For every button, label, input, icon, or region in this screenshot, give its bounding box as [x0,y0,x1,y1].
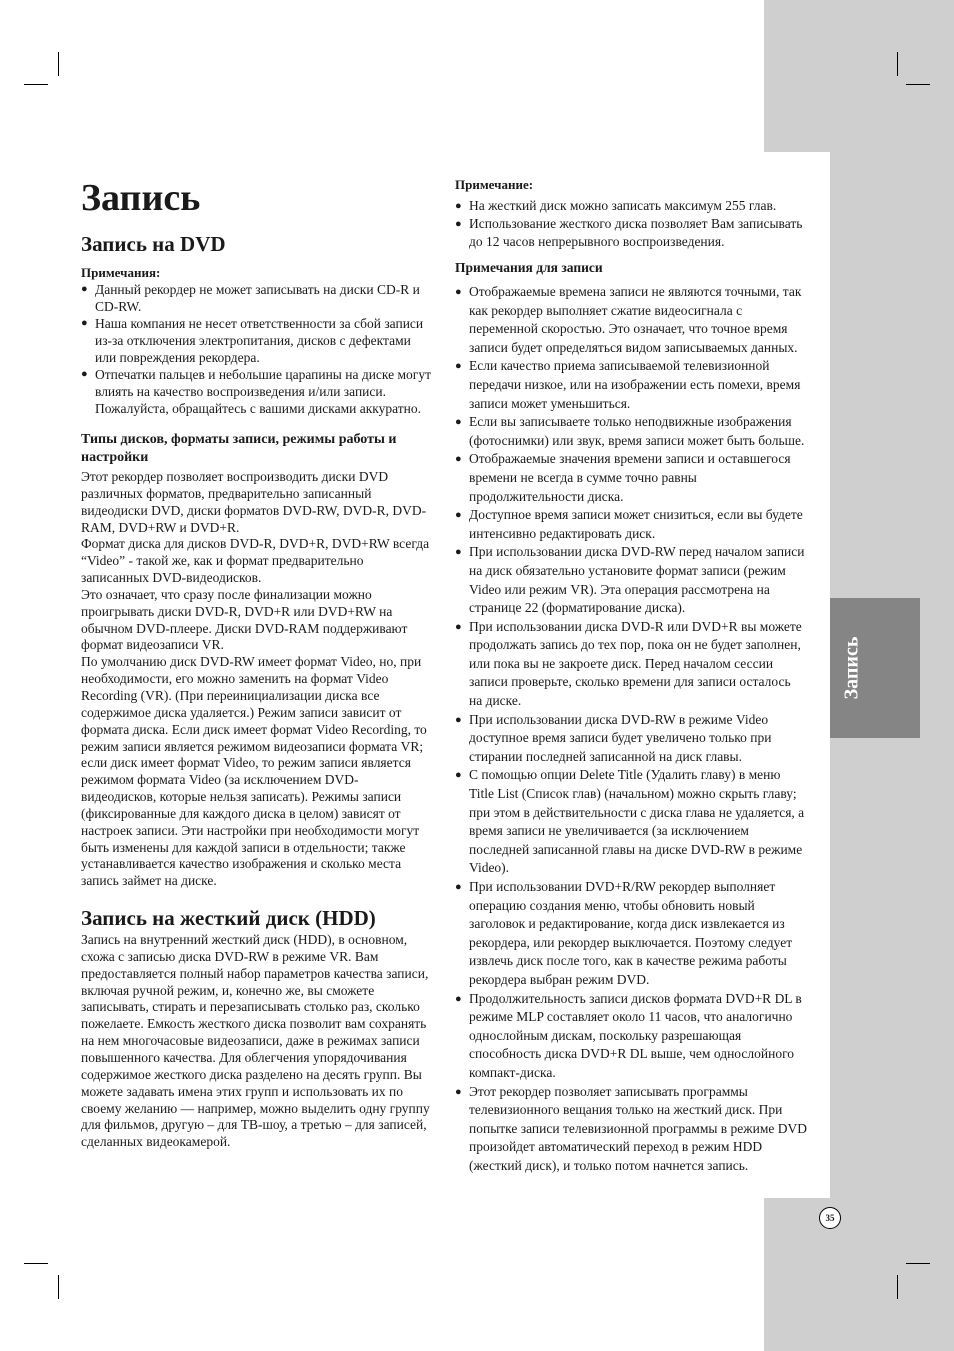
bullet-icon: ● [455,509,462,522]
list-item [455,543,807,617]
bullet-icon: ● [455,620,462,633]
note-list [455,197,807,251]
list-item [455,413,807,450]
bullet-icon: ● [455,1085,462,1098]
notes-title: Примечания: [81,265,161,280]
list-item [455,878,807,990]
list-item [455,450,807,506]
list-item [455,506,807,543]
list-item-text: Если вы записываете только неподвижные изображения (фотоснимки) или звук, время записи может быть больше. [469,414,805,448]
bullet-icon: ● [455,360,462,373]
list-item [81,281,433,315]
list-item [455,711,807,767]
list-item-text: Отображаемые времена записи не являются точными, так как рекордер выполняет сжатие видеосигнала с переменной скоростью. Это означает, что точное время записи будет определяться видом записываемых данных. [469,284,802,355]
crop-mark [897,52,898,76]
crop-mark [897,1275,898,1299]
list-item-text: На жесткий диск можно записать максимум 255 глав. [469,198,777,213]
disc-types-subheading: Типы дисков, форматы записи, режимы работы и настройки [81,432,397,465]
list-item-text: Если качество приема записываемой телевизионной передачи низкое, или на изображении есть помехи, время записи может уменьшиться. [469,358,801,411]
paragraph: По умолчанию диск DVD-RW имеет формат Video, но, при необходимости, его можно заменить на формат Video Recording (VR). (При переинициализации диска все содержимое диска удаляется.) Режим записи зависит от формата диска. Если диск имеет формат Video Recording, то режим записи является режимом видеозаписи формата VR; если диск имеет формат Video, то режим записи является режимом формата Video (за исключением DVD-видеодисков, которые нельзя записать). Режимы записи (фиксированные для каждого диска в целом) зависят от настроек записи. Эти настройки при необходимости могут быть изменены для каждой записи в отдельности; также устанавливается качество изображения и сколько места запись займет на диске. [81,654,427,889]
bullet-icon: ● [455,416,462,429]
bullet-icon: ● [81,283,88,295]
section-title-hdd: Запись на жесткий диск (HDD) [81,906,376,931]
side-chapter-tab-label: Запись [840,636,863,700]
list-item [455,618,807,711]
list-item [455,1083,807,1176]
list-item-text: Данный рекордер не может записывать на диски CD-R и CD-RW. [95,282,420,314]
paragraph: Формат диска для дисков DVD-R, DVD+R, DVD+RW всегда “Video” - такой же, как и формат предварительно записанных DVD-видеодисков. [81,536,430,586]
page-title: Запись [81,177,201,219]
list-item [455,215,807,251]
list-item [455,357,807,413]
list-item [455,990,807,1083]
list-item-text: Наша компания не несет ответственности за сбой записи из-за отключения электропитания, дисков с дефектами или повреждения рекордера. [95,316,424,365]
bullet-icon: ● [81,368,88,380]
list-item [455,283,807,357]
list-item [455,197,807,215]
note-title: Примечание: [455,177,534,192]
list-item [81,315,433,366]
hdd-paragraph: Запись на внутренний жесткий диск (HDD), в основном, схожа с записью диска DVD-RW в режиме VR. Вам предоставляется полный набор параметров качества записи, включая ручной режим, и, конечно же, вы сможете записывать, стирать и перезаписывать столько раз, сколько пожелаете. Емкость жесткого диска позволит вам сохранять на нем многочасовые видеозаписи, даже в режимах записи повышенного качества. Для облегчения упорядочивания содержимое жесткого диска разделено на десять групп. Вы можете задавать имена этих групп и использовать их по своему желанию — например, можно выделить одну группу для фильмов, другую – для ТВ-шоу, а третью – для записей, сделанных видеокамерой. [81,932,430,1150]
bullet-icon: ● [455,546,462,559]
list-item [455,766,807,878]
record-notes-list [455,283,807,1176]
bullet-icon: ● [455,713,462,726]
paragraph: Этот рекордер позволяет воспроизводить диски DVD различных форматов, предварительно записанный видеодиски DVD, диски форматов DVD-RW, DVD-R, DVD-RAM, DVD+RW и DVD+R. [81,469,427,535]
notes-list [81,281,433,417]
list-item-text: Этот рекордер позволяет записывать программы телевизионного вещания только на жесткий диск. При попытке записи телевизионной программы в режиме DVD произойдет автоматический переход в режим HDD (жесткий диск), и только потом начнется запись. [469,1083,808,1173]
list-item-text: С помощью опции Delete Title (Удалить главу) в меню Title List (Список глав) (начальном) можно скрыть главу; при этом в действительности с диска глава не удаляется, а время записи не увеличивается (за исключением последней записанной главы на диске DVD-RW в режиме Video). [469,767,805,876]
list-item-text: Отпечатки пальцев и небольшие царапины на диске могут влиять на качество воспроизведения и/или записи. Пожалуйста, обращайтесь с вашими дисками аккуратно. [95,367,431,416]
crop-mark [906,84,930,85]
crop-mark [24,1263,48,1264]
crop-mark [906,1263,930,1264]
bullet-icon: ● [455,769,462,782]
crop-mark [58,1275,59,1299]
section-title-dvd: Запись на DVD [81,232,226,256]
list-item-text: При использовании DVD+R/RW рекордер выполняет операцию создания меню, чтобы обновить новый заголовок и редактирование, когда диск извлекается из рекордера, или рекордер выключается. Поэтому следует извлечь диск после того, как в качестве режима работы рекордера выбран режим DVD. [469,879,793,987]
page-number: 35 [819,1207,841,1229]
bullet-icon: ● [455,992,462,1005]
record-notes-title: Примечания для записи [455,260,603,275]
list-item-text: При использовании диска DVD-RW в режиме Video доступное время записи будет увеличено только при стирании последней записанной на диск главы. [469,711,772,764]
list-item-text: Доступное время записи может снизиться, если вы будете интенсивно редактировать диск. [469,507,803,541]
right-column [455,176,807,1176]
list-item [81,366,433,417]
paragraph: Это означает, что сразу после финализации можно проигрывать диски DVD-R, DVD+R или DVD+RW на обычном DVD-плеере. Диски DVD-RAM поддерживают формат видеозаписи VR. [81,586,408,653]
bullet-icon: ● [455,453,462,466]
crop-mark [24,84,48,85]
bullet-icon: ● [455,218,462,230]
list-item-text: При использовании диска DVD-R или DVD+R вы можете продолжать запись до тех пор, пока он не будет заполнен, или пока вы не закроете диск. Перед началом сессии записи проверьте, сколько времени для записи осталось на диске. [469,618,802,709]
bullet-icon: ● [455,200,462,212]
bullet-icon: ● [455,286,462,298]
left-column [81,176,433,1151]
list-item-text: Использование жесткого диска позволяет Вам записывать до 12 часов непрерывного воспроизведения. [469,216,803,249]
list-item-text: При использовании диска DVD-RW перед началом записи на диск обязательно установите формат записи (режим Video или режим VR). Эта операция рассмотрена на странице 22 (форматирование диска). [469,544,805,616]
bullet-icon: ● [81,317,88,329]
bullet-icon: ● [455,881,462,893]
list-item-text: Отображаемые значения времени записи и оставшегося времени не всегда в сумме точно равны продолжительности диска. [469,451,791,504]
crop-mark [58,52,59,76]
list-item-text: Продолжительность записи дисков формата DVD+R DL в режиме MLP составляет около 11 часов, что аналогично однослойным дискам, поскольку разрешающая способность диска DVD+R DL выше, чем однослойного компакт-диска. [469,990,802,1080]
